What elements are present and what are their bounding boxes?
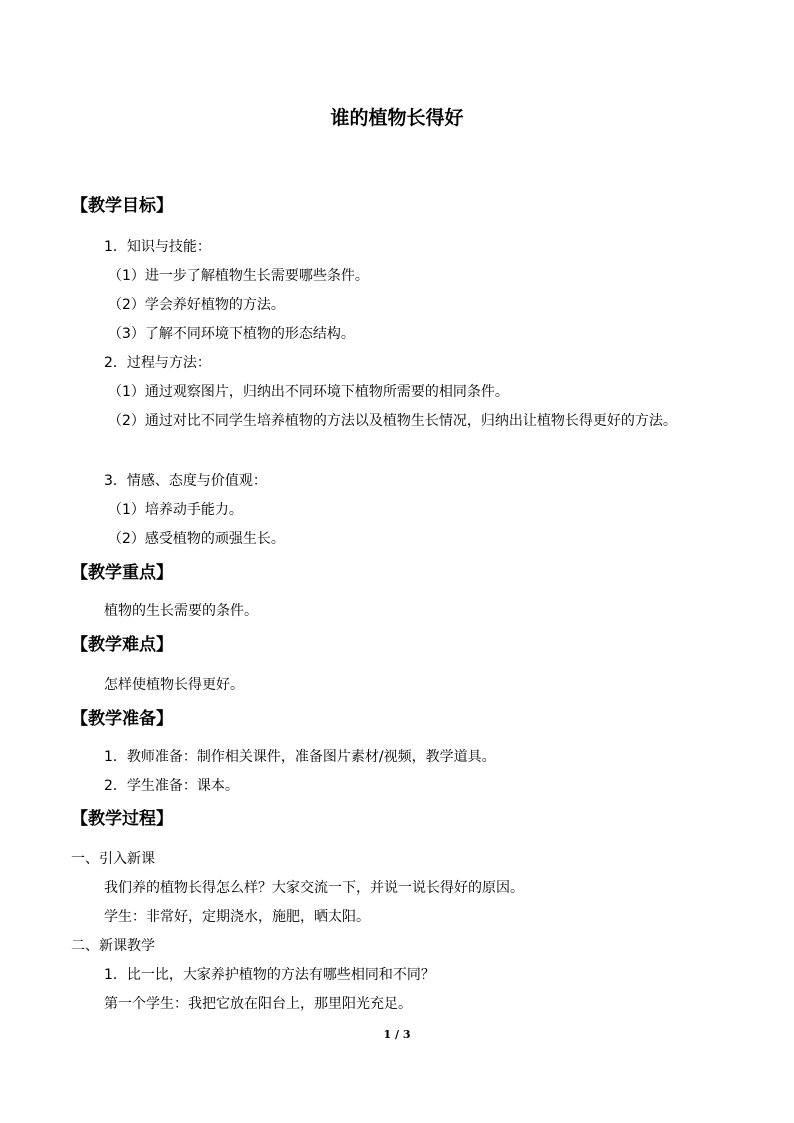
process-section-1-paragraph-2: 学生：非常好，定期浇水，施肥，晒太阳。: [104, 909, 370, 925]
objectives-heading: 【教学目标】: [71, 196, 173, 216]
objective-item-2-1: （1）通过观察图片，归纳出不同环境下植物所需要的相同条件。: [108, 384, 509, 400]
objective-item-3-1: （1）培养动手能力。: [108, 502, 243, 518]
process-section-2-paragraph-2: 第一个学生：我把它放在阳台上，那里阳光充足。: [104, 996, 412, 1012]
process-section-2-paragraph-1: 1．比一比，大家养护植物的方法有哪些相同和不同？: [104, 967, 435, 983]
process-section-1-paragraph-1: 我们养的植物长得怎么样？大家交流一下，并说一说长得好的原因。: [104, 880, 524, 896]
preparation-heading: 【教学准备】: [71, 709, 173, 729]
preparation-item-1: 1．教师准备：制作相关课件，准备图片素材/视频，教学道具。: [104, 749, 496, 765]
preparation-item-2: 2．学生准备：课本。: [104, 778, 239, 794]
process-section-2-title: 二、新课教学: [71, 938, 155, 954]
keypoint-text: 植物的生长需要的条件。: [104, 603, 258, 619]
objective-item-2-2: （2）通过对比不同学生培养植物的方法以及植物生长情况，归纳出让植物长得更好的方法。: [108, 413, 677, 429]
process-heading: 【教学过程】: [71, 809, 173, 829]
objective-item-1-1: （1）进一步了解植物生长需要哪些条件。: [108, 268, 369, 284]
objective-item-2: 2．过程与方法：: [104, 355, 211, 371]
document-title: 谁的植物长得好: [330, 107, 464, 129]
objective-item-3-2: （2）感受植物的顽强生长。: [108, 531, 285, 547]
page-number: 1 / 3: [383, 1028, 411, 1041]
process-section-1-title: 一、引入新课: [71, 851, 155, 867]
objective-item-3: 3．情感、态度与价值观：: [104, 473, 267, 489]
difficulty-text: 怎样使植物长得更好。: [104, 677, 244, 693]
objective-item-1-3: （3）了解不同环境下植物的形态结构。: [108, 326, 355, 342]
difficulty-heading: 【教学难点】: [71, 635, 173, 655]
objective-item-1: 1．知识与技能：: [104, 239, 211, 255]
objective-item-1-2: （2）学会养好植物的方法。: [108, 297, 285, 313]
keypoint-heading: 【教学重点】: [71, 563, 173, 583]
